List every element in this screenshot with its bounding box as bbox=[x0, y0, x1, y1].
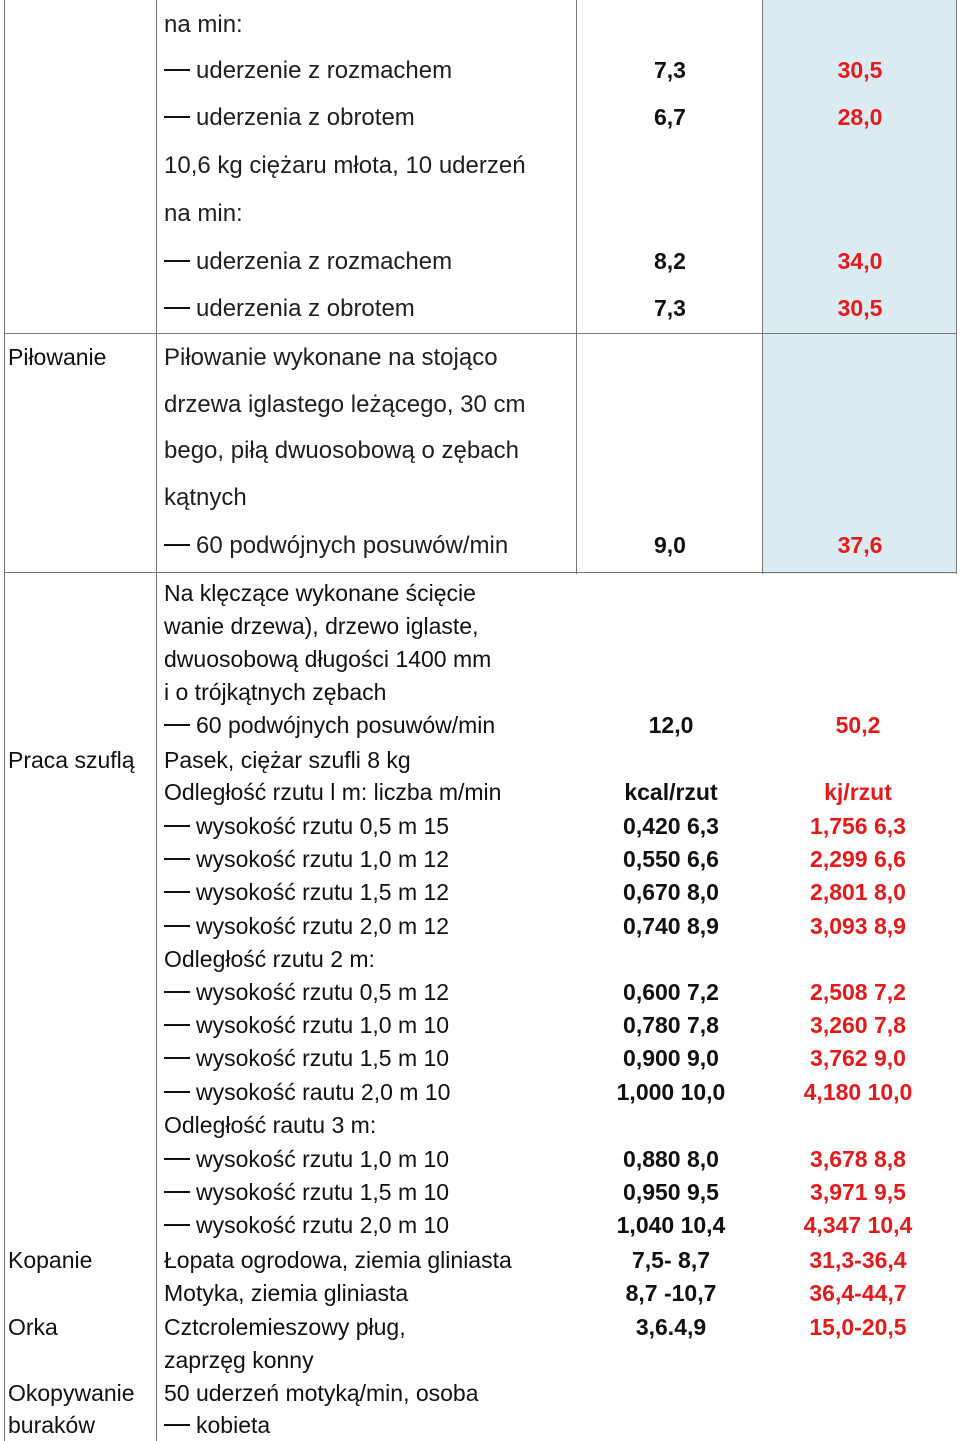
kj-value: 1,756 6,3 bbox=[810, 813, 906, 839]
dash-mark bbox=[164, 1224, 190, 1226]
dash-mark bbox=[164, 260, 190, 262]
column-divider-2 bbox=[576, 0, 577, 574]
description-line: Piłowanie wykonane na stojąco bbox=[164, 344, 498, 371]
kj-value: 3,093 8,9 bbox=[810, 913, 906, 939]
column-divider-3 bbox=[762, 0, 763, 574]
dash-mark bbox=[164, 69, 190, 71]
description-line: Na klęczące wykonane ścięcie bbox=[164, 580, 476, 606]
category-label: Orka bbox=[8, 1314, 58, 1340]
kcal-value: 3,6.4,9 bbox=[635, 1314, 707, 1340]
kcal-value: 7,5- 8,7 bbox=[632, 1247, 710, 1273]
category-label: Praca szuflą bbox=[8, 747, 135, 773]
table-border-left bbox=[4, 0, 5, 1441]
description-line: wysokość rzutu 1,5 m 10 bbox=[164, 1181, 449, 1204]
kj-value: 31,3-36,4 bbox=[809, 1247, 907, 1273]
kj-value: 2,508 7,2 bbox=[810, 979, 906, 1005]
kj-value: 36,4-44,7 bbox=[809, 1280, 907, 1306]
kcal-value: 0,740 8,9 bbox=[623, 913, 719, 939]
column-header-kcal: kcal/rzut bbox=[624, 779, 718, 805]
kj-value: 30,5 bbox=[837, 57, 883, 83]
dash-mark bbox=[164, 307, 190, 309]
dash-mark bbox=[164, 116, 190, 118]
kcal-value: 1,040 10,4 bbox=[616, 1212, 726, 1238]
kj-value: 30,5 bbox=[837, 295, 883, 321]
description-line: kątnych bbox=[164, 484, 247, 511]
kcal-value: 7,3 bbox=[654, 295, 686, 321]
row-divider bbox=[4, 572, 956, 573]
description-line: kobieta bbox=[164, 1414, 270, 1437]
kcal-value: 7,3 bbox=[654, 57, 686, 83]
dash-mark bbox=[164, 1057, 190, 1059]
description-line: na min: bbox=[164, 200, 243, 227]
description-line: uderzenia z rozmachem bbox=[164, 250, 452, 274]
kcal-value: 0,600 7,2 bbox=[623, 979, 719, 1005]
dash-mark bbox=[164, 825, 190, 827]
kcal-value: 1,000 10,0 bbox=[616, 1079, 726, 1105]
kj-value: 2,299 6,6 bbox=[810, 846, 906, 872]
dash-mark bbox=[164, 991, 190, 993]
kj-value: 4,347 10,4 bbox=[803, 1212, 913, 1238]
kcal-value: 8,7 -10,7 bbox=[625, 1280, 717, 1306]
kcal-value: 0,780 7,8 bbox=[623, 1012, 719, 1038]
dash-mark bbox=[164, 544, 190, 546]
category-label: Piłowanie bbox=[8, 344, 107, 370]
kj-value: 4,180 10,0 bbox=[803, 1079, 913, 1105]
column-header-kj: kj/rzut bbox=[824, 779, 892, 805]
kcal-value: 8,2 bbox=[654, 248, 686, 274]
description-line: Pasek, ciężar szufli 8 kg bbox=[164, 747, 411, 773]
description-line: wysokość rzutu 1,0 m 12 bbox=[164, 848, 449, 871]
description-line: uderzenie z rozmachem bbox=[164, 59, 452, 83]
description-line: na min: bbox=[164, 11, 243, 38]
kcal-value: 0,420 6,3 bbox=[623, 813, 719, 839]
description-line: Motyka, ziemia gliniasta bbox=[164, 1280, 409, 1306]
kcal-value: 0,670 8,0 bbox=[623, 879, 719, 905]
dash-mark bbox=[164, 1091, 190, 1093]
dash-mark bbox=[164, 925, 190, 927]
description-line: 10,6 kg ciężaru młota, 10 uderzeń bbox=[164, 152, 526, 179]
description-line: wysokość rzutu 1,5 m 12 bbox=[164, 881, 449, 904]
description-line: wysokość rzutu 1,5 m 10 bbox=[164, 1047, 449, 1070]
description-line: drzewa iglastego leżącego, 30 cm bbox=[164, 391, 526, 418]
dash-mark bbox=[164, 1024, 190, 1026]
kj-value: 3,678 8,8 bbox=[810, 1146, 906, 1172]
description-line: wysokość rzutu 2,0 m 10 bbox=[164, 1214, 449, 1237]
kj-column-background bbox=[762, 0, 956, 574]
description-line: uderzenia z obrotem bbox=[164, 297, 415, 321]
kcal-value: 0,950 9,5 bbox=[623, 1179, 719, 1205]
kj-value: 3,260 7,8 bbox=[810, 1012, 906, 1038]
kj-value: 34,0 bbox=[837, 248, 883, 274]
category-label: Okopywanie bbox=[8, 1380, 135, 1406]
category-label: buraków bbox=[8, 1412, 95, 1438]
kj-value: 3,762 9,0 bbox=[810, 1045, 906, 1071]
kj-value: 15,0-20,5 bbox=[809, 1314, 907, 1340]
dash-mark bbox=[164, 858, 190, 860]
column-header-text: Odległość rzutu l m: liczba m/min bbox=[164, 779, 502, 805]
kcal-value: 0,880 8,0 bbox=[623, 1146, 719, 1172]
description-line: wanie drzewa), drzewo iglaste, bbox=[164, 613, 479, 639]
description-line: 50 uderzeń motyką/min, osoba bbox=[164, 1380, 479, 1406]
description-line: wysokość rzutu 0,5 m 15 bbox=[164, 815, 449, 838]
row-divider bbox=[4, 333, 956, 334]
kj-value: 50,2 bbox=[835, 712, 881, 738]
kj-value: 2,801 8,0 bbox=[810, 879, 906, 905]
description-line: Odległość rautu 3 m: bbox=[164, 1112, 377, 1138]
kj-value: 28,0 bbox=[837, 104, 883, 130]
kj-value: 3,971 9,5 bbox=[810, 1179, 906, 1205]
kcal-value: 9,0 bbox=[654, 532, 686, 558]
kcal-value: 12,0 bbox=[648, 712, 694, 738]
category-label: Kopanie bbox=[8, 1247, 93, 1273]
description-line: wysokość rzutu 0,5 m 12 bbox=[164, 981, 449, 1004]
kcal-value: 0,550 6,6 bbox=[623, 846, 719, 872]
description-line: wysokość rzutu 1,0 m 10 bbox=[164, 1014, 449, 1037]
description-line: Odległość rzutu 2 m: bbox=[164, 946, 375, 972]
dash-mark bbox=[164, 891, 190, 893]
description-line: uderzenia z obrotem bbox=[164, 106, 415, 130]
kj-value: 37,6 bbox=[837, 532, 883, 558]
dash-mark bbox=[164, 1158, 190, 1160]
dash-mark bbox=[164, 1191, 190, 1193]
description-line: wysokość rautu 2,0 m 10 bbox=[164, 1081, 450, 1104]
description-line: Cztcrolemieszowy pług, bbox=[164, 1314, 406, 1340]
table-border-right bbox=[956, 0, 957, 574]
column-divider-1 bbox=[156, 0, 157, 1441]
description-line: 60 podwójnych posuwów/min bbox=[164, 534, 508, 558]
description-line: wysokość rzutu 2,0 m 12 bbox=[164, 915, 449, 938]
description-line: bego, piłą dwuosobową o zębach bbox=[164, 437, 519, 464]
kcal-value: 0,900 9,0 bbox=[623, 1045, 719, 1071]
dash-mark bbox=[164, 1424, 190, 1426]
description-line: i o trójkątnych zębach bbox=[164, 679, 387, 705]
description-line: 60 podwójnych posuwów/min bbox=[164, 714, 495, 737]
description-line: wysokość rzutu 1,0 m 10 bbox=[164, 1148, 449, 1171]
description-line: Łopata ogrodowa, ziemia gliniasta bbox=[164, 1247, 512, 1273]
dash-mark bbox=[164, 724, 190, 726]
description-line: zaprzęg konny bbox=[164, 1347, 314, 1373]
kcal-value: 6,7 bbox=[654, 104, 686, 130]
description-line: dwuosobową długości 1400 mm bbox=[164, 646, 492, 672]
